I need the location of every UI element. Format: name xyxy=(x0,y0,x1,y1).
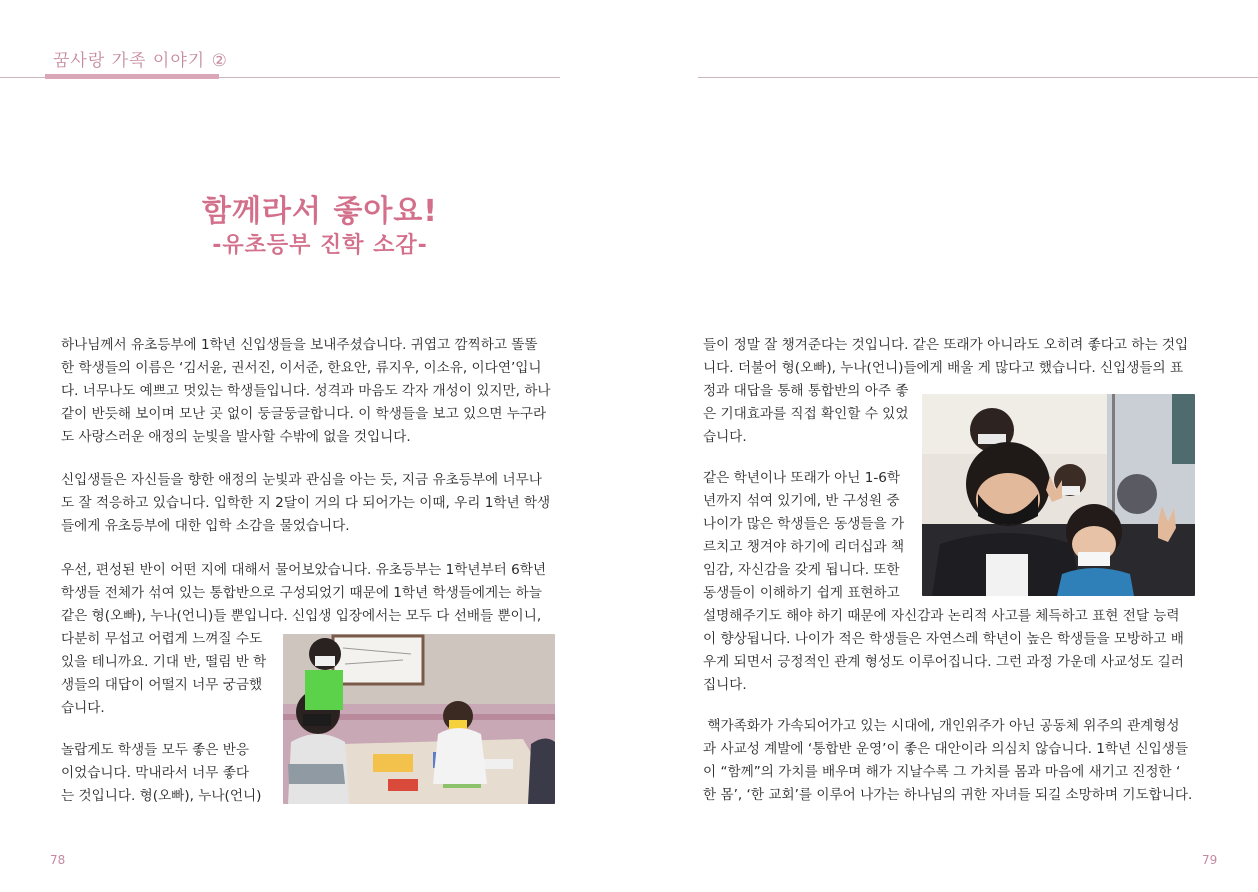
text-line: 하나님께서 유초등부에 1학년 신입생들을 보내주셨습니다. 귀엽고 깜찍하고 똘똘 xyxy=(61,337,538,353)
text-line: 같이 반듯해 보이며 모난 곳 없이 둥글둥글합니다. 이 학생들을 보고 있으면 누구라 xyxy=(61,406,547,422)
section-label: 꿈사랑 가족 이야기 ② xyxy=(53,51,228,71)
text-line: 들이 정말 잘 챙겨준다는 것입니다. 같은 또래가 아니라도 오히려 좋다고 하는 것입 xyxy=(703,337,1189,353)
text-line: 나이가 많은 학생들은 동생들을 가 xyxy=(703,516,905,532)
text-line: 한 학생들의 이름은 ‘김서윤, 권서진, 이서준, 한요안, 류지우, 이소유, 이다연’입니 xyxy=(61,360,542,376)
text-line: 우선, 편성된 반이 어떤 지에 대해서 물어보았습니다. 유초등부는 1학년부터 6학년 xyxy=(61,562,547,578)
text-line: 집니다. xyxy=(703,677,747,693)
text-line: 이었습니다. 막내라서 너무 좋다 xyxy=(61,765,249,781)
text-line: 학생들 전체가 섞여 있는 통합반으로 구성되었기 때문에 1학년 학생들에게는 하늘 xyxy=(61,585,542,601)
text-line: 습니다. xyxy=(61,700,105,716)
text-line: 년까지 섞여 있기에, 반 구성원 중 xyxy=(703,493,900,509)
left-paragraph-1 xyxy=(61,334,551,449)
right-paragraph-3 xyxy=(703,715,1192,807)
text-line: 우게 되면서 긍정적인 관계 형성도 이루어집니다. 그런 과정 가운데 사교성도 길러 xyxy=(703,654,1184,670)
text-line: 과 사교성 계발에 ‘통합반 운영’이 좋은 대안이라 의심치 않습니다. 1학년 신입생들 xyxy=(703,741,1189,757)
text-line: 다. 너무나도 예쁘고 멋있는 학생들입니다. 성격과 마음도 각자 개성이 있지만, 하나 xyxy=(61,383,551,399)
text-line: 이 “함께”의 가치를 배우며 해가 지날수록 그 가치를 몸과 마음에 새기고 진정한 ‘ xyxy=(703,764,1181,780)
left-paragraph-2 xyxy=(61,469,550,538)
text-line: 습니다. xyxy=(703,429,747,445)
text-line: 는 것입니다. 형(오빠), 누나(언니) xyxy=(61,788,262,804)
text-line: 생들의 대답이 어떨지 너무 궁금했 xyxy=(61,677,263,693)
text-line: 임감, 자신감을 갖게 됩니다. 또한 xyxy=(703,562,900,578)
text-line: 이 향상됩니다. 나이가 적은 학생들은 자연스레 학년이 높은 학생들을 모방하고 배 xyxy=(703,631,1184,647)
text-line: 설명해주기도 해야 하기 때문에 자신감과 논리적 사고를 체득하고 표현 전달 능력 xyxy=(703,608,1180,624)
page-number: 78 xyxy=(50,853,66,867)
header-rule xyxy=(698,77,1258,78)
header-rule-accent xyxy=(45,74,219,79)
text-line: 같은 형(오빠), 누나(언니)들 뿐입니다. 신입생 입장에서는 모두 다 선배들 뿐이니, xyxy=(61,608,542,624)
article-subtitle: -유초등부 진학 소감- xyxy=(212,233,428,258)
article-title: 함께라서 좋아요! xyxy=(202,194,438,229)
text-line: 동생들이 이해하기 쉽게 표현하고 xyxy=(703,585,900,601)
classroom-craft-photo xyxy=(283,634,555,804)
right-page xyxy=(658,0,1258,892)
text-line: 도 잘 적응하고 있습니다. 입학한 지 2달이 거의 다 되어가는 이때, 우리 1학년 학생 xyxy=(61,495,551,511)
text-line: 니다. 더불어 형(오빠), 누나(언니)들에게 배울 게 많다고 했습니다. 신입생들의 표 xyxy=(703,360,1184,376)
text-line: 같은 학년이나 또래가 아닌 1-6학 xyxy=(703,470,901,486)
text-line: 핵가족화가 가속되어가고 있는 시대에, 개인위주가 아닌 공동체 위주의 관계형성 xyxy=(703,718,1180,734)
text-line: 도 사랑스러운 애정의 눈빛을 발사할 수밖에 없을 것입니다. xyxy=(61,429,411,445)
text-line: 은 기대효과를 직접 확인할 수 있었 xyxy=(703,406,909,422)
text-line: 들에게 유초등부에 대한 입학 소감을 물었습니다. xyxy=(61,518,350,534)
text-line: 신입생들은 자신들을 향한 애정의 눈빛과 관심을 아는 듯, 지금 유초등부에 너무나 xyxy=(61,472,542,488)
text-line: 다분히 무섭고 어렵게 느껴질 수도 xyxy=(61,631,263,647)
left-paragraph-4 xyxy=(61,739,261,808)
text-line: 있을 테니까요. 기대 반, 떨림 반 학 xyxy=(61,654,267,670)
page-number: 79 xyxy=(1202,853,1218,867)
text-line: 르치고 챙겨야 하기에 리더십과 책 xyxy=(703,539,905,555)
text-line: 놀랍게도 학생들 모두 좋은 반응 xyxy=(61,742,249,758)
left-page xyxy=(0,0,600,892)
text-line: 정과 대답을 통해 통합반의 아주 좋 xyxy=(703,383,909,399)
text-line: 한 몸’, ‘한 교회’를 이루어 나가는 하나님의 귀한 자녀들 되길 소망하며 기도합니다. xyxy=(703,787,1193,803)
children-selfie-photo xyxy=(922,394,1195,596)
